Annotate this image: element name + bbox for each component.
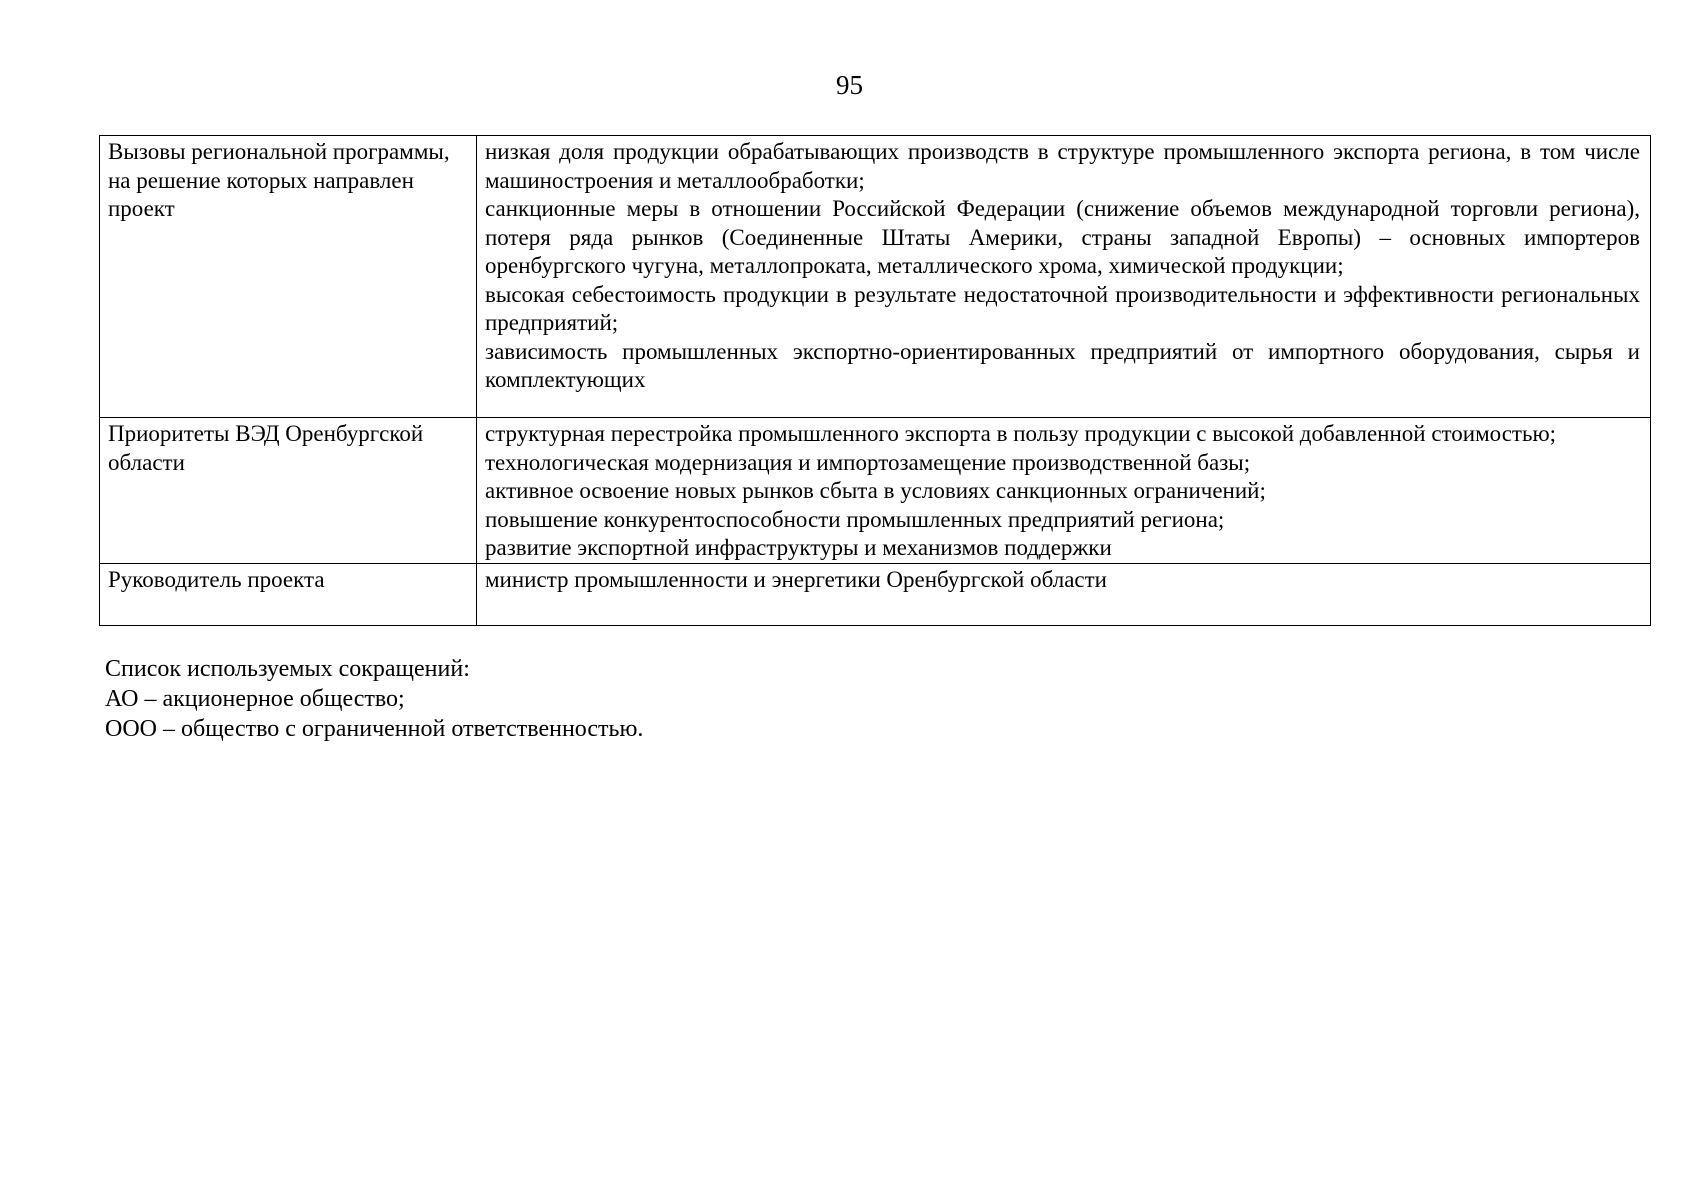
abbreviation-item: ООО – общество с ограниченной ответственностью. [105, 716, 644, 742]
challenge-item: низкая доля продукции обрабатывающих производств в структуре промышленного экспорта региона, в том числе машиностроения и металлообработки; [485, 139, 1640, 193]
row-value-priorities [477, 418, 1651, 564]
challenge-item: санкционные меры в отношении Российской Федерации (снижение объемов международной торговли региона), потеря ряда рынков (Соединенные Штаты Америки, страны западной Европы) – основных импортеров оренбургского чугуна, металлопроката, металлического хрома, химической продукции; [485, 196, 1640, 278]
challenge-item: высокая себестоимость продукции в результате недостаточной производительности и эффективности региональных предприятий; [485, 281, 1640, 335]
row-value-leader [477, 563, 1651, 625]
project-passport-table [99, 135, 1651, 626]
abbreviation-item: АО – акционерное общество; [105, 686, 405, 712]
table-row-priorities [100, 418, 1651, 564]
priority-item: структурная перестройка промышленного экспорта в пользу продукции с высокой добавленной стоимостью; [485, 421, 1557, 446]
priority-item: технологическая модернизация и импортозамещение производственной базы; [485, 449, 1251, 475]
row-value-challenges [477, 136, 1651, 418]
page-number: 95 [836, 70, 863, 100]
leader-item: министр промышленности и энергетики Оренбургской области [485, 566, 1107, 592]
row-label-priorities: Приоритеты ВЭД Оренбургской области [100, 418, 477, 564]
table-row-challenges [100, 136, 1651, 418]
priority-item: активное освоение новых рынков сбыта в условиях санкционных ограничений; [485, 478, 1266, 503]
challenge-item: зависимость промышленных экспортно-ориентированных предприятий от импортного оборудования, сырья и комплектующих [485, 338, 1640, 392]
row-label-challenges: Вызовы региональной программы, на решение которых направлен проект [100, 136, 477, 418]
abbreviations-list [105, 654, 643, 744]
row-label-leader: Руководитель проекта [100, 563, 477, 625]
priority-item: повышение конкурентоспособности промышленных предприятий региона; [485, 506, 1225, 532]
table-row-leader [100, 563, 1651, 625]
priority-item: развитие экспортной инфраструктуры и механизмов поддержки [485, 535, 1112, 560]
abbreviations-title: Список используемых сокращений: [105, 656, 470, 682]
